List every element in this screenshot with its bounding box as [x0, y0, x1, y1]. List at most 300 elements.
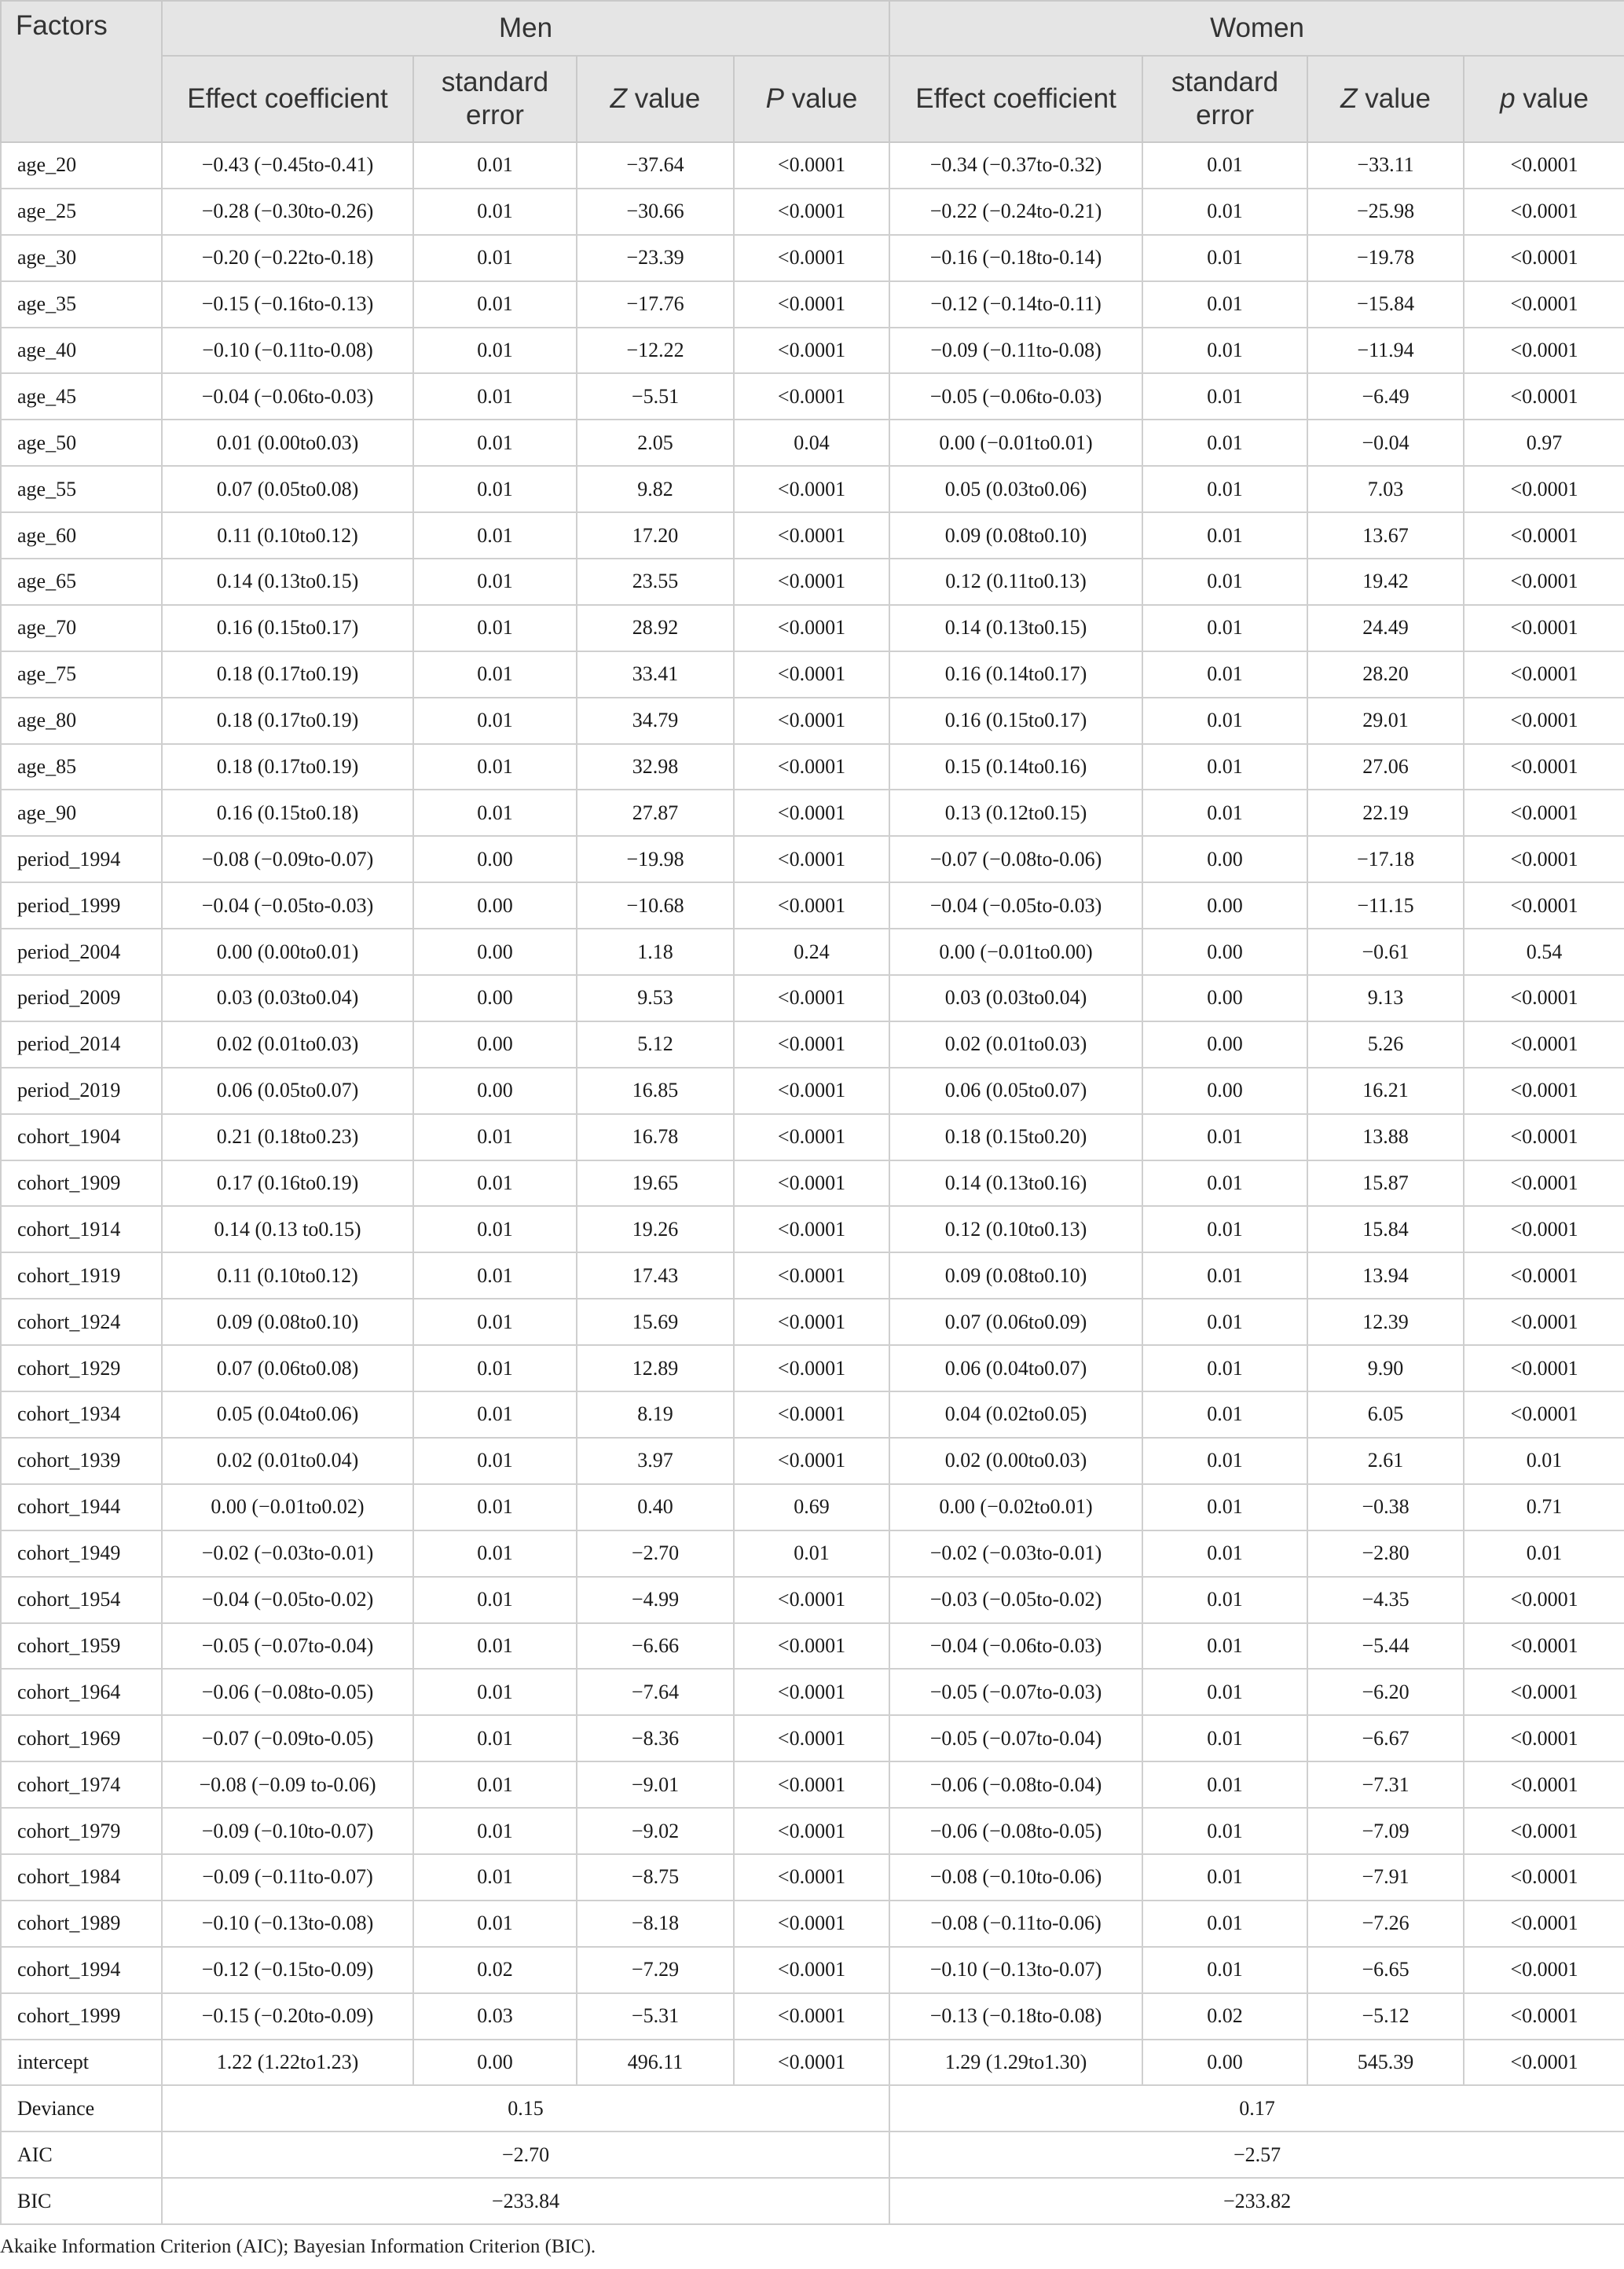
- table-cell: 0.01: [1142, 1761, 1307, 1808]
- table-cell: <0.0001: [734, 1021, 889, 1068]
- table-row: [1, 559, 1624, 605]
- table-cell: <0.0001: [734, 1252, 889, 1299]
- table-cell: 0.01: [413, 698, 577, 744]
- row-factor-label: age_75: [1, 651, 162, 698]
- table-row: [1, 1577, 1624, 1623]
- table-cell: 0.01: [1142, 1299, 1307, 1345]
- table-cell: −7.64: [577, 1669, 734, 1715]
- table-cell: <0.0001: [734, 1901, 889, 1947]
- table-cell: −9.02: [577, 1808, 734, 1854]
- subheader-women-0: [889, 56, 1142, 142]
- table-cell: 32.98: [577, 744, 734, 790]
- table-cell: 0.09 (0.08to0.10): [889, 512, 1142, 559]
- row-factor-label: age_50: [1, 420, 162, 466]
- table-cell: <0.0001: [734, 559, 889, 605]
- table-cell: −0.22 (−0.24to-0.21): [889, 189, 1142, 235]
- table-cell: <0.0001: [1464, 235, 1624, 281]
- table-cell: 0.01: [413, 281, 577, 328]
- table-cell: 0.14 (0.13 to0.15): [162, 1206, 413, 1252]
- table-row: [1, 1715, 1624, 1761]
- table-cell: 0.02 (0.01to0.03): [162, 1021, 413, 1068]
- row-factor-label: age_20: [1, 142, 162, 189]
- table-row: [1, 189, 1624, 235]
- header-women: Women: [889, 1, 1624, 56]
- table-cell: 5.26: [1307, 1021, 1464, 1068]
- table-cell: 0.18 (0.15to0.20): [889, 1114, 1142, 1160]
- table-row: [1, 235, 1624, 281]
- table-cell: 0.01: [413, 1391, 577, 1438]
- table-cell: 1.18: [577, 929, 734, 975]
- table-cell: 0.14 (0.13to0.15): [162, 559, 413, 605]
- row-factor-label: age_30: [1, 235, 162, 281]
- table-cell: −19.98: [577, 836, 734, 882]
- table-cell: −0.08 (−0.09to-0.07): [162, 836, 413, 882]
- table-row: [1, 836, 1624, 882]
- table-cell: −0.04: [1307, 420, 1464, 466]
- table-row: [1, 1669, 1624, 1715]
- row-factor-label: cohort_1984: [1, 1854, 162, 1901]
- row-factor-label: cohort_1904: [1, 1114, 162, 1160]
- table-cell: 0.12 (0.11to0.13): [889, 559, 1142, 605]
- table-cell: <0.0001: [734, 836, 889, 882]
- table-cell: −0.07 (−0.09to-0.05): [162, 1715, 413, 1761]
- table-cell: −0.08 (−0.11to-0.06): [889, 1901, 1142, 1947]
- row-factor-label: cohort_1949: [1, 1530, 162, 1577]
- table-row: [1, 1391, 1624, 1438]
- table-cell: 28.20: [1307, 651, 1464, 698]
- subheader-label: value: [1357, 83, 1431, 114]
- table-cell: −0.15 (−0.20to-0.09): [162, 1993, 413, 2040]
- table-cell: −8.75: [577, 1854, 734, 1901]
- row-factor-label: age_35: [1, 281, 162, 328]
- table-cell: <0.0001: [1464, 698, 1624, 744]
- table-cell: −7.31: [1307, 1761, 1464, 1808]
- table-cell: 0.01: [413, 1715, 577, 1761]
- row-factor-label: age_70: [1, 605, 162, 651]
- table-cell: −0.10 (−0.11to-0.08): [162, 328, 413, 374]
- subheader-symbol: Z: [1340, 83, 1358, 114]
- table-cell: 22.19: [1307, 790, 1464, 836]
- table-cell: 33.41: [577, 651, 734, 698]
- table-cell: 0.01: [413, 1252, 577, 1299]
- row-factor-label: cohort_1944: [1, 1484, 162, 1530]
- row-factor-label: cohort_1954: [1, 1577, 162, 1623]
- table-cell: <0.0001: [1464, 1252, 1624, 1299]
- table-cell: 0.02: [413, 1947, 577, 1993]
- table-cell: −0.20 (−0.22to-0.18): [162, 235, 413, 281]
- table-cell: <0.0001: [1464, 512, 1624, 559]
- table-cell: −0.04 (−0.06to-0.03): [889, 1623, 1142, 1670]
- table-cell: −0.12 (−0.14to-0.11): [889, 281, 1142, 328]
- table-cell: 0.01: [1142, 1715, 1307, 1761]
- table-cell: −0.38: [1307, 1484, 1464, 1530]
- table-cell: 0.01: [413, 1669, 577, 1715]
- table-row: [1, 651, 1624, 698]
- table-cell: 28.92: [577, 605, 734, 651]
- subheader-label: Effect coefficient: [187, 83, 388, 114]
- summary-row: [1, 2085, 1624, 2132]
- table-cell: 0.16 (0.15to0.17): [162, 605, 413, 651]
- table-cell: 0.07 (0.05to0.08): [162, 466, 413, 512]
- row-factor-label: cohort_1939: [1, 1438, 162, 1484]
- table-cell: −0.03 (−0.05to-0.02): [889, 1577, 1142, 1623]
- table-cell: −4.99: [577, 1577, 734, 1623]
- table-cell: 0.00: [1142, 929, 1307, 975]
- table-cell: 0.01: [1464, 1530, 1624, 1577]
- summary-label: Deviance: [1, 2085, 162, 2132]
- header-men: Men: [162, 1, 889, 56]
- table-cell: 0.18 (0.17to0.19): [162, 698, 413, 744]
- row-factor-label: cohort_1999: [1, 1993, 162, 2040]
- table-cell: 15.69: [577, 1299, 734, 1345]
- table-cell: 0.01: [1142, 466, 1307, 512]
- table-cell: <0.0001: [734, 975, 889, 1021]
- table-cell: 0.02 (0.00to0.03): [889, 1438, 1142, 1484]
- table-cell: −15.84: [1307, 281, 1464, 328]
- table-cell: 0.01: [413, 1901, 577, 1947]
- table-cell: <0.0001: [1464, 1160, 1624, 1207]
- table-cell: 0.01: [413, 466, 577, 512]
- table-cell: 23.55: [577, 559, 734, 605]
- table-row: [1, 373, 1624, 420]
- table-cell: 12.39: [1307, 1299, 1464, 1345]
- table-cell: −0.15 (−0.16to-0.13): [162, 281, 413, 328]
- table-cell: 0.01: [1142, 373, 1307, 420]
- table-row: [1, 1021, 1624, 1068]
- table-cell: 13.94: [1307, 1252, 1464, 1299]
- row-factor-label: cohort_1964: [1, 1669, 162, 1715]
- subheader-label: value: [626, 83, 701, 114]
- table-cell: 9.13: [1307, 975, 1464, 1021]
- table-cell: 0.14 (0.13to0.16): [889, 1160, 1142, 1207]
- row-factor-label: cohort_1909: [1, 1160, 162, 1207]
- row-factor-label: age_85: [1, 744, 162, 790]
- table-cell: 1.29 (1.29to1.30): [889, 2040, 1142, 2086]
- table-row: [1, 1761, 1624, 1808]
- table-cell: −0.09 (−0.10to-0.07): [162, 1808, 413, 1854]
- subheader-men-1: [413, 56, 577, 142]
- table-cell: −4.35: [1307, 1577, 1464, 1623]
- table-cell: −7.29: [577, 1947, 734, 1993]
- table-header: [1, 1, 1624, 142]
- table-cell: −17.76: [577, 281, 734, 328]
- table-cell: 15.87: [1307, 1160, 1464, 1207]
- table-cell: 0.01: [734, 1530, 889, 1577]
- table-cell: 0.14 (0.13to0.15): [889, 605, 1142, 651]
- table-cell: −0.43 (−0.45to-0.41): [162, 142, 413, 189]
- table-cell: 0.00: [413, 836, 577, 882]
- table-cell: 0.01: [1142, 1854, 1307, 1901]
- table-cell: 0.11 (0.10to0.12): [162, 1252, 413, 1299]
- table-cell: 0.01: [1142, 512, 1307, 559]
- table-row: [1, 605, 1624, 651]
- table-row: [1, 1068, 1624, 1114]
- table-cell: −0.06 (−0.08to-0.05): [889, 1808, 1142, 1854]
- row-factor-label: cohort_1974: [1, 1761, 162, 1808]
- table-cell: 0.06 (0.05to0.07): [162, 1068, 413, 1114]
- table-cell: <0.0001: [1464, 790, 1624, 836]
- row-factor-label: cohort_1959: [1, 1623, 162, 1670]
- table-cell: 0.01: [1142, 1438, 1307, 1484]
- table-cell: 0.97: [1464, 420, 1624, 466]
- table-cell: <0.0001: [1464, 744, 1624, 790]
- table-cell: 0.01: [413, 1530, 577, 1577]
- table-cell: −0.05 (−0.07to-0.04): [889, 1715, 1142, 1761]
- table-row: [1, 1947, 1624, 1993]
- table-cell: 0.05 (0.04to0.06): [162, 1391, 413, 1438]
- table-cell: −0.08 (−0.10to-0.06): [889, 1854, 1142, 1901]
- table-cell: <0.0001: [734, 1160, 889, 1207]
- table-cell: 0.01: [413, 559, 577, 605]
- table-cell: <0.0001: [1464, 1345, 1624, 1391]
- table-cell: −6.66: [577, 1623, 734, 1670]
- table-cell: 19.65: [577, 1160, 734, 1207]
- table-cell: 0.01: [1142, 189, 1307, 235]
- table-cell: 0.01: [1142, 744, 1307, 790]
- row-factor-label: age_80: [1, 698, 162, 744]
- table-cell: <0.0001: [1464, 1114, 1624, 1160]
- table-cell: 0.15 (0.14to0.16): [889, 744, 1142, 790]
- table-cell: 9.82: [577, 466, 734, 512]
- table-cell: <0.0001: [734, 1206, 889, 1252]
- row-factor-label: cohort_1994: [1, 1947, 162, 1993]
- table-cell: 0.12 (0.10to0.13): [889, 1206, 1142, 1252]
- row-factor-label: period_2004: [1, 929, 162, 975]
- header-factors: Factors: [1, 1, 162, 142]
- table-body: [1, 142, 1624, 2224]
- table-cell: 0.00: [1142, 1068, 1307, 1114]
- table-cell: 0.01: [413, 420, 577, 466]
- table-cell: −7.91: [1307, 1854, 1464, 1901]
- table-cell: −17.18: [1307, 836, 1464, 882]
- row-factor-label: period_2014: [1, 1021, 162, 1068]
- table-row: [1, 1345, 1624, 1391]
- table-cell: 0.54: [1464, 929, 1624, 975]
- table-cell: 0.01: [1142, 1530, 1307, 1577]
- table-cell: 0.01: [413, 1808, 577, 1854]
- table-cell: <0.0001: [734, 281, 889, 328]
- subheader-label: value: [1515, 83, 1589, 114]
- table-cell: 0.01: [1142, 420, 1307, 466]
- table-cell: 0.01: [413, 1854, 577, 1901]
- table-row: [1, 1854, 1624, 1901]
- row-factor-label: cohort_1919: [1, 1252, 162, 1299]
- table-cell: 0.01: [413, 373, 577, 420]
- summary-value: −2.57: [889, 2132, 1624, 2178]
- table-cell: 0.03 (0.03to0.04): [889, 975, 1142, 1021]
- table-cell: 0.01: [1142, 1947, 1307, 1993]
- table-cell: −0.06 (−0.08to-0.04): [889, 1761, 1142, 1808]
- row-factor-label: period_1994: [1, 836, 162, 882]
- table-cell: −0.10 (−0.13to-0.07): [889, 1947, 1142, 1993]
- table-cell: <0.0001: [1464, 1206, 1624, 1252]
- table-cell: −0.05 (−0.06to-0.03): [889, 373, 1142, 420]
- table-cell: 0.01: [413, 1623, 577, 1670]
- table-cell: 0.01: [1142, 1577, 1307, 1623]
- table-cell: <0.0001: [1464, 373, 1624, 420]
- table-cell: 5.12: [577, 1021, 734, 1068]
- table-cell: 0.01: [413, 1484, 577, 1530]
- table-cell: <0.0001: [734, 2040, 889, 2086]
- table-cell: <0.0001: [734, 1345, 889, 1391]
- table-cell: −0.05 (−0.07to-0.04): [162, 1623, 413, 1670]
- table-cell: 0.01: [413, 1438, 577, 1484]
- table-cell: 0.01: [1142, 651, 1307, 698]
- row-factor-label: cohort_1929: [1, 1345, 162, 1391]
- table-cell: 0.00: [413, 975, 577, 1021]
- row-factor-label: age_55: [1, 466, 162, 512]
- table-cell: <0.0001: [734, 328, 889, 374]
- table-cell: <0.0001: [734, 1808, 889, 1854]
- table-cell: 0.00: [413, 2040, 577, 2086]
- row-factor-label: cohort_1979: [1, 1808, 162, 1854]
- table-cell: 13.67: [1307, 512, 1464, 559]
- table-cell: 0.24: [734, 929, 889, 975]
- table-row: [1, 1252, 1624, 1299]
- subheader-row: [1, 56, 1624, 142]
- table-cell: <0.0001: [1464, 1808, 1624, 1854]
- table-cell: −8.18: [577, 1901, 734, 1947]
- row-factor-label: period_1999: [1, 882, 162, 929]
- table-footnote: Akaike Information Criterion (AIC); Bayesian Information Criterion (BIC).: [0, 2236, 596, 2257]
- table-row: [1, 698, 1624, 744]
- row-factor-label: age_45: [1, 373, 162, 420]
- row-factor-label: cohort_1989: [1, 1901, 162, 1947]
- table-cell: 0.01: [413, 1761, 577, 1808]
- row-factor-label: intercept: [1, 2040, 162, 2086]
- table-cell: −5.44: [1307, 1623, 1464, 1670]
- summary-row: [1, 2132, 1624, 2178]
- table-cell: 0.01: [1464, 1438, 1624, 1484]
- subheader-symbol: P: [765, 83, 784, 114]
- table-row: [1, 512, 1624, 559]
- subheader-women-3: [1464, 56, 1624, 142]
- table-cell: 0.21 (0.18to0.23): [162, 1114, 413, 1160]
- table-cell: 19.42: [1307, 559, 1464, 605]
- table-cell: −7.09: [1307, 1808, 1464, 1854]
- table-cell: <0.0001: [1464, 1761, 1624, 1808]
- table-cell: <0.0001: [734, 1068, 889, 1114]
- subheader-label: value: [783, 83, 858, 114]
- table-cell: 0.01: [413, 744, 577, 790]
- table-cell: 0.16 (0.14to0.17): [889, 651, 1142, 698]
- table-cell: 0.01: [1142, 559, 1307, 605]
- table-cell: 0.01: [1142, 1623, 1307, 1670]
- table-cell: 0.71: [1464, 1484, 1624, 1530]
- table-cell: 2.61: [1307, 1438, 1464, 1484]
- table-cell: <0.0001: [734, 698, 889, 744]
- subheader-women-1: [1142, 56, 1307, 142]
- table-cell: −33.11: [1307, 142, 1464, 189]
- row-factor-label: age_60: [1, 512, 162, 559]
- table-cell: 0.00 (0.00to0.01): [162, 929, 413, 975]
- table-cell: <0.0001: [734, 1854, 889, 1901]
- table-cell: 0.01 (0.00to0.03): [162, 420, 413, 466]
- row-factor-label: cohort_1934: [1, 1391, 162, 1438]
- table-cell: 0.09 (0.08to0.10): [889, 1252, 1142, 1299]
- table-cell: 0.03 (0.03to0.04): [162, 975, 413, 1021]
- subheader-men-3: [734, 56, 889, 142]
- table-cell: 16.21: [1307, 1068, 1464, 1114]
- row-factor-label: age_90: [1, 790, 162, 836]
- table-cell: −0.13 (−0.18to-0.08): [889, 1993, 1142, 2040]
- table-cell: 12.89: [577, 1345, 734, 1391]
- table-cell: −0.02 (−0.03to-0.01): [889, 1530, 1142, 1577]
- table-cell: −6.20: [1307, 1669, 1464, 1715]
- table-cell: 17.43: [577, 1252, 734, 1299]
- table-cell: 0.00: [413, 1068, 577, 1114]
- table-cell: −9.01: [577, 1761, 734, 1808]
- table-cell: <0.0001: [734, 651, 889, 698]
- table-cell: <0.0001: [734, 1669, 889, 1715]
- table-cell: 0.01: [1142, 1345, 1307, 1391]
- table-cell: −0.05 (−0.07to-0.03): [889, 1669, 1142, 1715]
- table-cell: <0.0001: [1464, 1901, 1624, 1947]
- table-cell: 0.01: [1142, 1901, 1307, 1947]
- table-cell: 0.16 (0.15to0.18): [162, 790, 413, 836]
- table-cell: 6.05: [1307, 1391, 1464, 1438]
- table-row: [1, 281, 1624, 328]
- table-row: [1, 1299, 1624, 1345]
- row-factor-label: period_2009: [1, 975, 162, 1021]
- table-row: [1, 929, 1624, 975]
- table-cell: 0.17 (0.16to0.19): [162, 1160, 413, 1207]
- table-cell: −11.94: [1307, 328, 1464, 374]
- table-cell: <0.0001: [1464, 466, 1624, 512]
- table-cell: <0.0001: [1464, 651, 1624, 698]
- table-cell: 13.88: [1307, 1114, 1464, 1160]
- table-cell: −37.64: [577, 142, 734, 189]
- table-row: [1, 882, 1624, 929]
- table-cell: −7.26: [1307, 1901, 1464, 1947]
- table-cell: −0.06 (−0.08to-0.05): [162, 1669, 413, 1715]
- table-cell: <0.0001: [1464, 1299, 1624, 1345]
- subheader-symbol: p: [1500, 83, 1516, 114]
- table-cell: <0.0001: [1464, 1391, 1624, 1438]
- table-cell: <0.0001: [734, 882, 889, 929]
- table-cell: 0.01: [1142, 1114, 1307, 1160]
- table-cell: −0.02 (−0.03to-0.01): [162, 1530, 413, 1577]
- table-row: [1, 1206, 1624, 1252]
- table-cell: 16.85: [577, 1068, 734, 1114]
- table-row: [1, 1530, 1624, 1577]
- table-cell: 0.11 (0.10to0.12): [162, 512, 413, 559]
- table-cell: −25.98: [1307, 189, 1464, 235]
- table-cell: <0.0001: [1464, 328, 1624, 374]
- table-cell: 0.01: [413, 790, 577, 836]
- row-factor-label: age_25: [1, 189, 162, 235]
- table-row: [1, 142, 1624, 189]
- table-cell: −2.70: [577, 1530, 734, 1577]
- table-cell: −30.66: [577, 189, 734, 235]
- table-cell: 27.06: [1307, 744, 1464, 790]
- table-cell: <0.0001: [1464, 605, 1624, 651]
- table-cell: <0.0001: [1464, 2040, 1624, 2086]
- table-row: [1, 744, 1624, 790]
- table-cell: <0.0001: [1464, 281, 1624, 328]
- table-cell: 34.79: [577, 698, 734, 744]
- table-cell: 0.18 (0.17to0.19): [162, 744, 413, 790]
- table-cell: −5.31: [577, 1993, 734, 2040]
- row-factor-label: period_2019: [1, 1068, 162, 1114]
- table-cell: <0.0001: [1464, 559, 1624, 605]
- table-cell: <0.0001: [734, 744, 889, 790]
- table-cell: <0.0001: [734, 1993, 889, 2040]
- table-cell: 0.00: [413, 882, 577, 929]
- table-cell: −12.22: [577, 328, 734, 374]
- table-cell: 0.01: [1142, 1206, 1307, 1252]
- table-cell: 0.09 (0.08to0.10): [162, 1299, 413, 1345]
